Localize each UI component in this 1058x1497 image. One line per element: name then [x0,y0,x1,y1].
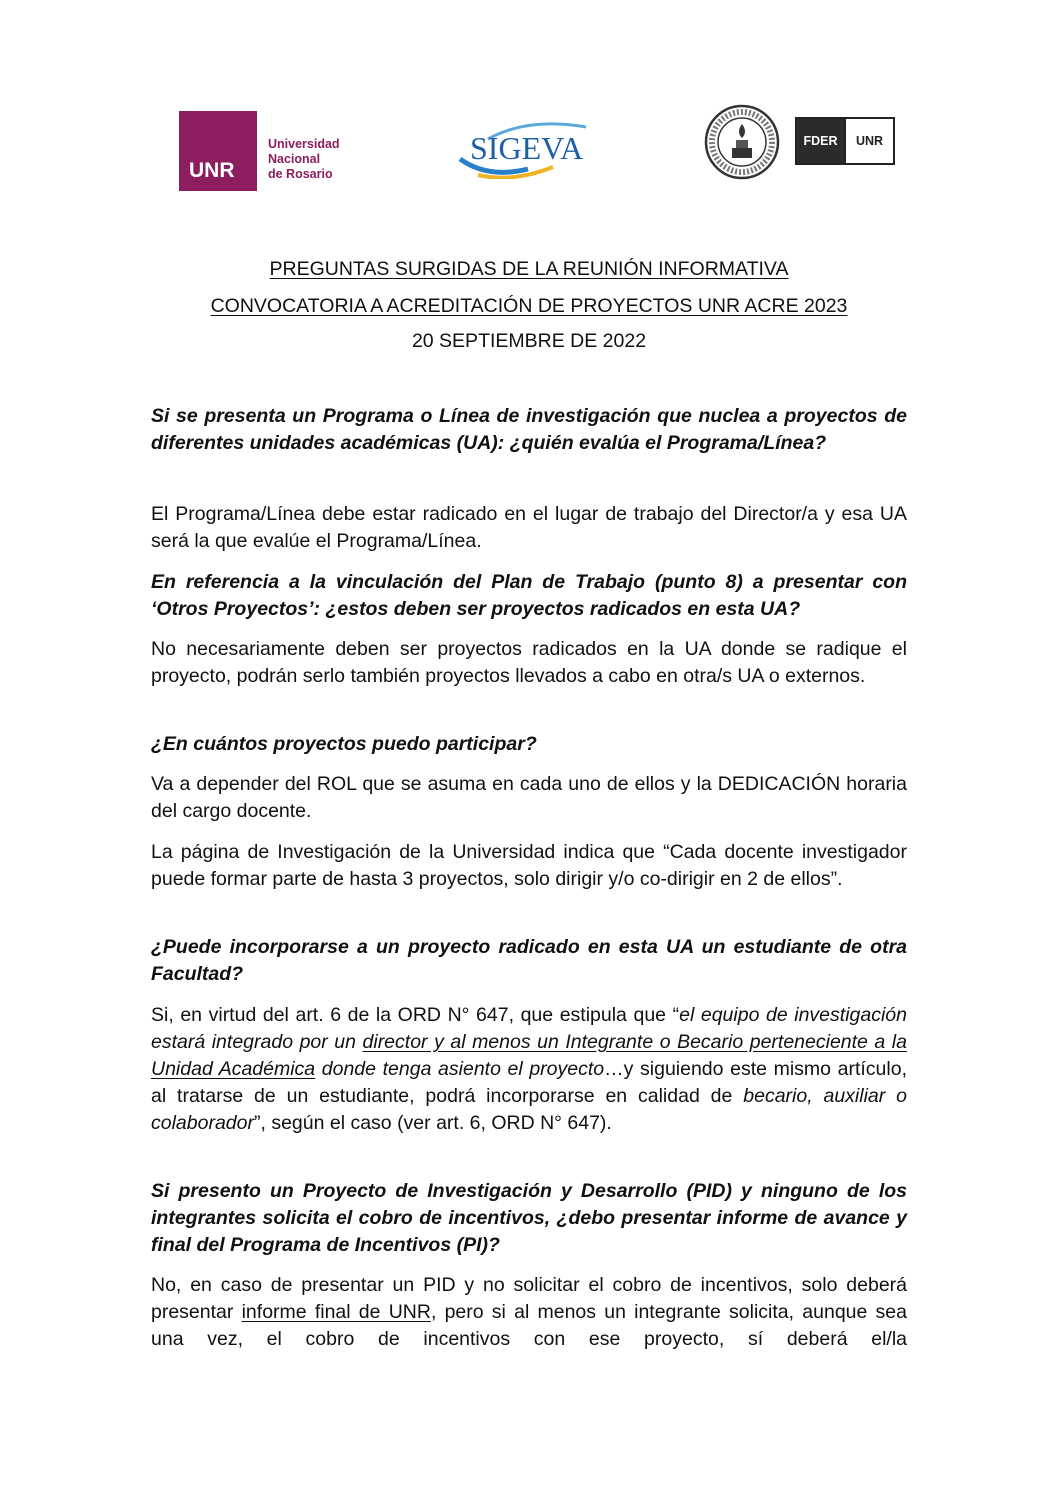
question-4: ¿Puede incorporarse a un proyecto radicado en esta UA un estudiante de otra Facultad? [151,936,907,985]
doc-date-text: 20 SEPTIEMBRE DE 2022 [411,330,647,352]
sigeva-logo [458,117,604,179]
unr-logo-wordmark [268,137,340,182]
answer-5-text: No, en caso de presentar un PID y no solicitar el cobro de incentivos, solo deberá presentar [151,1274,907,1323]
doc-date [0,330,1058,353]
answer-5 [151,1272,907,1353]
unr-logo-abbrev: UNR [189,159,235,182]
answer-5-text: , pero si al menos un integrante solicita, aunque sea una vez, el cobro de incentivos con ese proyecto, sí deberá el/la [151,1301,907,1350]
unr-logo-line: Nacional [268,152,321,166]
unr-logo-mark [179,111,257,191]
question-1: Si se presenta un Programa o Línea de investigación que nuclea a proyectos de diferentes unidades académicas (UA): ¿quién evalúa el Programa/Línea? [151,405,907,454]
answer-4-quote: donde tenga asiento el proyecto [315,1058,605,1080]
answer-4 [151,1002,907,1137]
answer-4-text: …y siguiendo este mismo artículo, al tratarse de un estudiante, podrá incorporarse en calidad de [151,1058,907,1107]
fder-logo-right: UNR [844,117,895,165]
question-5: Si presento un Proyecto de Investigación y Desarrollo (PID) y ninguno de los integrantes solicita el cobro de incentivos, ¿debo presentar informe de avance y final del Programa de Incentivos (PI)? [151,1180,907,1256]
sigeva-logo-text: SIGEVA [470,130,584,166]
doc-title-line-1 [0,258,1058,281]
answer-4-text: Si, en virtud del art. 6 de la ORD N° 647, que estipula que “ [151,1004,680,1026]
answer-2: No necesariamente deben ser proyectos radicados en la UA donde se radique el proyecto, podrán serlo también proyectos llevados a cabo en otra/s UA o externos. [151,638,907,687]
unr-logo [179,111,344,191]
doc-subtitle-text: CONVOCATORIA A ACREDITACIÓN DE PROYECTOS UNR ACRE 2023 [210,295,848,317]
question-2: En referencia a la vinculación del Plan de Trabajo (punto 8) a presentar con ‘Otros Proyectos’: ¿estos deben ser proyectos radicados en esta UA? [151,571,907,620]
answer-4-quote: becario, auxiliar o colaborador [151,1085,907,1134]
answer-4-quote: el equipo de investigación estará integrado por un [151,1004,907,1053]
answer-4-quote-underlined: director y al menos un Integrante o Becario perteneciente a la Unidad Académica [151,1031,907,1080]
university-seal-logo [704,104,780,180]
answer-1: El Programa/Línea debe estar radicado en el lugar de trabajo del Director/a y esa UA será la que evalúe el Programa/Línea. [151,503,907,552]
unr-logo-line: Universidad [268,137,340,151]
answer-5-underlined: informe final de UNR [241,1301,431,1323]
unr-logo-line: de Rosario [268,167,333,181]
answer-4-text: ”, según el caso (ver art. 6, ORD N° 647). [253,1112,612,1134]
answer-3a: Va a depender del ROL que se asuma en cada uno de ellos y la DEDICACIÓN horaria del cargo docente. [151,773,907,822]
fder-logo-left: FDER [795,117,846,165]
doc-title-line-2 [0,295,1058,318]
fder-unr-logo [795,117,895,165]
doc-title-text: PREGUNTAS SURGIDAS DE LA REUNIÓN INFORMATIVA [269,258,789,280]
question-3: ¿En cuántos proyectos puedo participar? [151,733,537,755]
answer-3b: La página de Investigación de la Universidad indica que “Cada docente investigador puede formar parte de hasta 3 proyectos, solo dirigir y/o co-dirigir en 2 de ellos”. [151,841,907,890]
